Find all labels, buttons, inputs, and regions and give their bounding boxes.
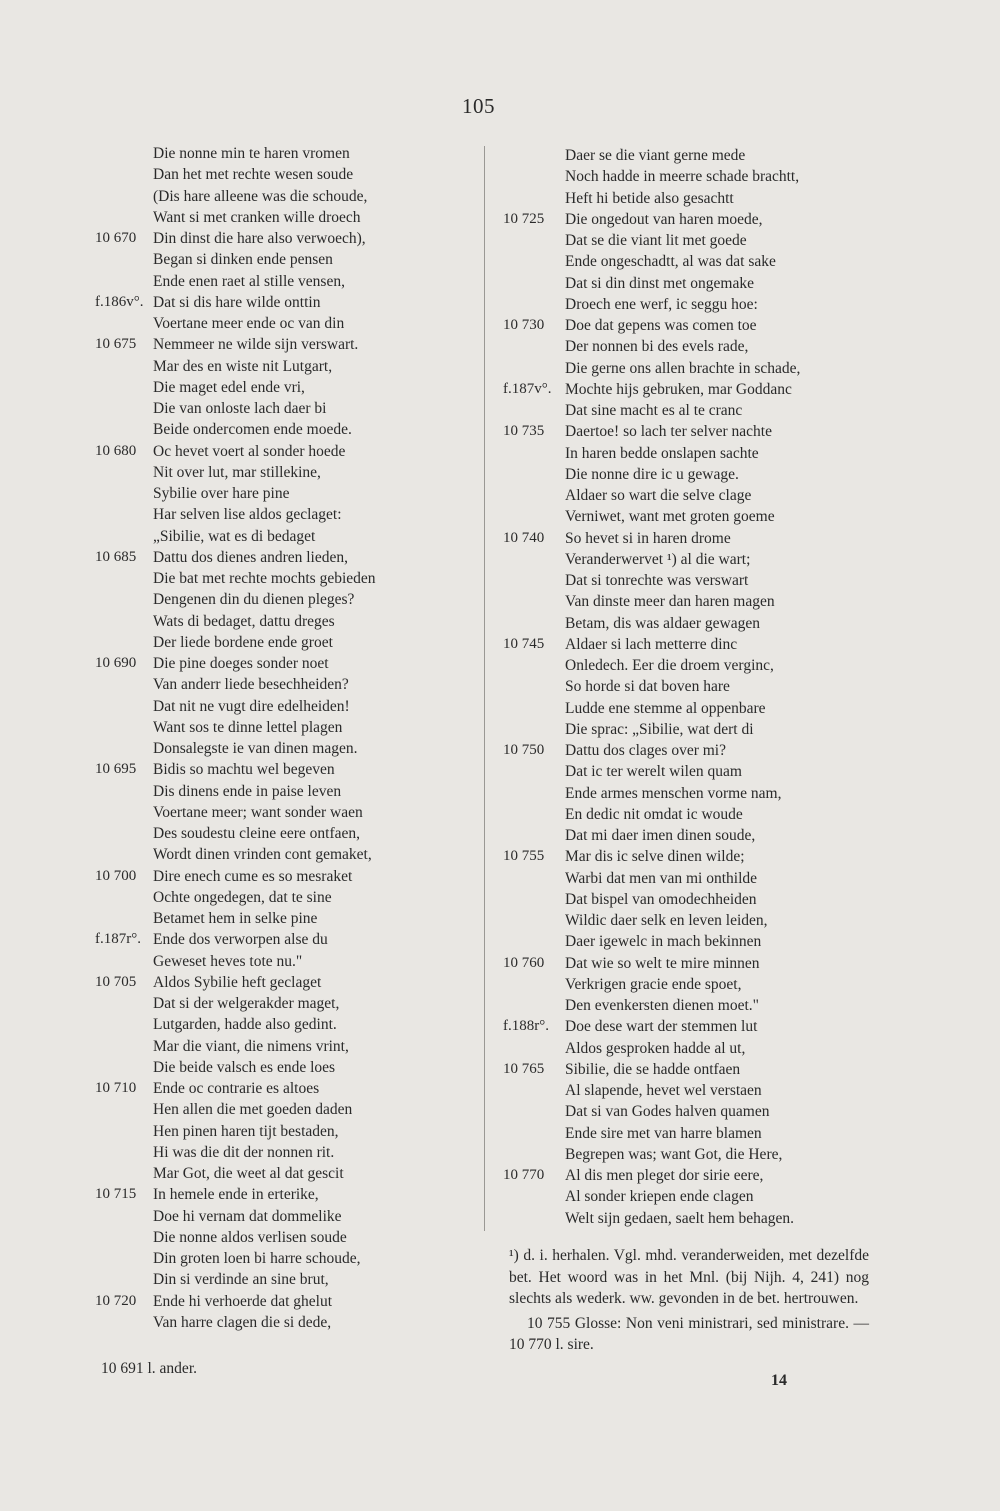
verse-line (503, 634, 858, 655)
verse-text: Ende ongeschadtt, al was dat sake (565, 253, 776, 271)
verse-text: Din dinst die hare also verwoech), (153, 230, 366, 247)
verse-text: Die van onloste lach daer bi (153, 400, 327, 417)
verse-text: Dat se die viant lit met goede (565, 232, 747, 249)
verse-text: Aldaer so wart die selve clage (565, 487, 752, 504)
verse-line (95, 866, 440, 887)
verse-line (95, 1184, 440, 1205)
verse-line (503, 294, 858, 315)
verse-line (503, 336, 858, 357)
verse-line (95, 1248, 440, 1269)
verse-text: Dengenen din du dienen pleges? (153, 591, 355, 609)
verse-text: Mochte hijs gebruken, mar Goddanc (565, 380, 792, 398)
verse-text: Beide ondercomen ende moede. (153, 421, 352, 439)
verse-text: Der liede bordene ende groet (153, 633, 333, 651)
verse-line (95, 632, 440, 653)
verse-text: Lutgarden, hadde also gedint. (153, 1016, 337, 1034)
line-number: f.187r°. (95, 931, 141, 948)
verse-line (95, 164, 440, 185)
line-number: 10 755 (503, 848, 545, 865)
verse-text: Wordt dinen vrinden cont gemaket, (153, 846, 372, 864)
verse-text: Ende sire met van harre blamen (565, 1124, 762, 1142)
sheet-signature-number: 14 (771, 1372, 787, 1389)
verse-text: „Sibilie, wat es di bedaget (153, 527, 316, 545)
verse-line (95, 441, 440, 462)
verse-line (503, 931, 858, 952)
verse-line (503, 740, 858, 761)
verse-text: Nit over lut, mar stillekine, (153, 463, 321, 481)
verse-text: Betam, dis was aldaer gewagen (565, 614, 760, 632)
line-number: 10 705 (95, 973, 137, 990)
verse-line (503, 528, 858, 549)
verse-text: Din si verdinde an sine brut, (153, 1271, 329, 1289)
verse-line (95, 1206, 440, 1227)
verse-text: Ende hi verhoerde dat ghelut (153, 1292, 333, 1310)
verse-text: Aldos gesproken hadde al ut, (565, 1039, 746, 1057)
verse-text: Daer igewelc in mach bekinnen (565, 933, 762, 951)
verse-line (503, 783, 858, 804)
verse-line (95, 143, 440, 164)
verse-text: Onledech. Eer die droem verginc, (565, 657, 774, 674)
line-number: 10 700 (95, 867, 137, 884)
verse-line (503, 974, 858, 995)
verse-text: Warbi dat men van mi onthilde (565, 869, 758, 887)
verse-text: Want sos te dinne lettel plagen (153, 718, 343, 736)
verse-line (503, 698, 858, 719)
verse-line (95, 653, 440, 674)
verse-text: Al dis men pleget dor sirie eere, (565, 1167, 764, 1184)
verse-text: Dat si tonrechte was verswart (565, 572, 749, 589)
verse-text: Daertoe! so lach ter selver nachte (565, 423, 772, 441)
verse-text: Dat nit ne vugt dire edelheiden! (153, 697, 350, 715)
verse-text: Ochte ongedegen, dat te sine (153, 888, 332, 906)
verse-line (503, 400, 858, 421)
verse-text: Die nonne aldos verlisen soude (153, 1228, 347, 1246)
verse-line (503, 145, 858, 166)
verse-text: Die bat met rechte mochts gebieden (153, 570, 376, 587)
verse-text: Die nonne min te haren vromen (153, 145, 350, 162)
verse-text: Ende oc contrarie es altoes (153, 1080, 320, 1097)
verse-line (95, 1227, 440, 1248)
verse-text: Dat mi daer imen dinen soude, (565, 827, 756, 844)
verse-line (95, 759, 440, 780)
verse-line (503, 464, 858, 485)
verse-line (503, 868, 858, 889)
verse-line (503, 315, 858, 336)
verse-line (95, 547, 440, 568)
verse-line (95, 972, 440, 993)
verse-text: Dattu dos clages over mi? (565, 742, 726, 759)
verse-line (95, 887, 440, 908)
verse-line (503, 1165, 858, 1186)
verse-line (503, 506, 858, 527)
verse-line (95, 823, 440, 844)
verse-line (95, 908, 440, 929)
verse-line (95, 1078, 440, 1099)
verse-text: Hi was die dit der nonnen rit. (153, 1143, 335, 1161)
verse-text: So horde si dat boven hare (565, 678, 730, 696)
footnotes (509, 1245, 869, 1359)
line-number: 10 685 (95, 548, 137, 565)
line-number: 10 735 (503, 423, 545, 440)
verse-text: Dat si der welgerakder maget, (153, 995, 340, 1012)
verse-line (95, 462, 440, 483)
verse-text: Dat si van Godes halven quamen (565, 1103, 770, 1121)
verse-line (503, 549, 858, 570)
verse-line (95, 334, 440, 355)
verse-line (95, 249, 440, 270)
verse-line (95, 292, 440, 313)
verse-text: Welt sijn gedaen, saelt hem behagen. (565, 1209, 795, 1227)
verse-text: In haren bedde onslapen sachte (565, 444, 759, 462)
verse-line (95, 1036, 440, 1057)
line-number: 10 740 (503, 529, 545, 546)
verse-text: In hemele ende in erterike, (153, 1186, 319, 1204)
verse-line (95, 398, 440, 419)
verse-line (503, 591, 858, 612)
verse-text: Die sprac: „Sibilie, wat dert di (565, 720, 754, 738)
verse-line (95, 611, 440, 632)
verse-text: Voertane meer ende oc van din (153, 315, 345, 332)
verse-line (95, 696, 440, 717)
verse-text: Nemmeer ne wilde sijn verswart. (153, 336, 359, 354)
verse-text: Daer se die viant gerne mede (565, 147, 746, 164)
verse-text: Wildic daer selk en leven leiden, (565, 912, 768, 929)
verse-line (503, 209, 858, 230)
verse-line (95, 1121, 440, 1142)
verse-text: Ende armes menschen vorme nam, (565, 784, 782, 802)
line-number: 10 680 (95, 442, 137, 459)
verse-text: Mar die viant, die nimens vrint, (153, 1037, 349, 1055)
verse-line (503, 188, 858, 209)
verse-line (95, 207, 440, 228)
verse-line (95, 313, 440, 334)
verse-text: Dat sine macht es al te cranc (565, 402, 743, 419)
verse-line (503, 485, 858, 506)
verse-text: Der nonnen bi des evels rade, (565, 338, 749, 356)
verse-text: Heft hi betide also gesachtt (565, 189, 734, 207)
verse-line (95, 951, 440, 972)
verse-line (95, 483, 440, 504)
verse-text: Oc hevet voert al sonder hoede (153, 442, 346, 460)
footnote-2: 10 755 Glosse: Non veni ministrari, sed ministrare. — 10 770 l. sire. (509, 1314, 869, 1353)
verse-text: Die pine doeges sonder noet (153, 655, 329, 672)
verse-line (503, 953, 858, 974)
verse-text: Began si dinken ende pensen (153, 251, 333, 269)
verse-text: Wats di bedaget, dattu dreges (153, 612, 335, 630)
line-number: 10 765 (503, 1060, 545, 1077)
line-number: 10 695 (95, 761, 137, 778)
verse-line (503, 1208, 858, 1229)
verse-line (95, 186, 440, 207)
line-number: f.187v°. (503, 380, 552, 397)
verse-text: Aldaer si lach metterre dinc (565, 635, 738, 653)
verse-text: Aldos Sybilie heft geclaget (153, 973, 322, 991)
verse-line (95, 802, 440, 823)
line-number: 10 710 (95, 1080, 137, 1096)
verse-text: Noch hadde in meerre schade brachtt, (565, 168, 800, 186)
verse-line (95, 1312, 440, 1333)
line-number: 10 670 (95, 230, 137, 246)
verse-line (503, 1101, 858, 1122)
line-number: 10 770 (503, 1167, 545, 1183)
line-number: 10 750 (503, 742, 545, 758)
verse-text: Dat ic ter werelt wilen quam (565, 763, 742, 781)
verse-text: Donsalegste ie van dinen magen. (153, 740, 358, 757)
verse-line (95, 271, 440, 292)
line-number: 10 725 (503, 210, 545, 227)
verse-line (503, 251, 858, 272)
verse-text: Van harre clagen die si dede, (153, 1313, 332, 1331)
verse-text: (Dis hare alleene was die schoude, (153, 187, 368, 205)
verse-line (95, 228, 440, 249)
verse-line (95, 589, 440, 610)
page-number: 105 (462, 94, 495, 118)
verse-line (95, 844, 440, 865)
verse-text: Dire enech cume es so mesraket (153, 867, 353, 885)
verse-text: Doe dat gepens was comen toe (565, 317, 757, 334)
verse-line (503, 273, 858, 294)
verse-text: Droech ene werf, ic seggu hoe: (565, 295, 758, 313)
verse-text: Van dinste meer dan haren magen (565, 593, 775, 611)
verse-line (503, 804, 858, 825)
verse-line (503, 379, 858, 400)
verse-text: Din groten loen bi harre schoude, (153, 1250, 361, 1267)
verse-text: En dedic nit omdat ic woude (565, 805, 743, 823)
verse-line (503, 846, 858, 867)
line-number: 10 715 (95, 1186, 137, 1203)
verse-line (503, 1186, 858, 1207)
verse-text: Hen allen die met goeden daden (153, 1101, 353, 1119)
column-divider (484, 146, 485, 1231)
verse-line (503, 1059, 858, 1080)
verse-text: Betamet hem in selke pine (153, 910, 318, 927)
verse-line (503, 1016, 858, 1037)
verse-line (95, 674, 440, 695)
verse-text: Begrepen was; want Got, die Here, (565, 1145, 783, 1163)
verse-line (503, 719, 858, 740)
verse-line (503, 761, 858, 782)
verse-text: Al sonder kriepen ende clagen (565, 1188, 754, 1206)
verse-text: Die gerne ons allen brachte in schade, (565, 359, 801, 377)
verse-text: Har selven lise aldos geclaget: (153, 506, 342, 524)
verse-text: Bidis so machtu wel begeven (153, 761, 335, 779)
verse-text: Dan het met rechte wesen soude (153, 166, 354, 184)
verse-text: Want si met cranken wille droech (153, 208, 361, 226)
line-number: 10 730 (503, 317, 545, 333)
verse-text: Al slapende, hevet wel verstaen (565, 1082, 762, 1099)
verse-text: Dat bispel van omodechheiden (565, 890, 757, 908)
verse-line (95, 526, 440, 547)
verse-line (95, 738, 440, 759)
verse-line (503, 676, 858, 697)
verse-line (503, 995, 858, 1016)
verse-text: Hen pinen haren tijt bestaden, (153, 1122, 339, 1140)
verse-text: Ende dos verworpen alse du (153, 931, 328, 949)
verse-text: Des soudestu cleine eere ontfaen, (153, 825, 361, 842)
verse-text: Veranderwervet ¹) al die wart; (565, 550, 751, 568)
right-verse-column (503, 145, 858, 1229)
verse-text: Mar des en wiste nit Lutgart, (153, 357, 333, 375)
verse-text: Doe dese wart der stemmen lut (565, 1018, 758, 1036)
verse-line (503, 230, 858, 251)
verse-line (95, 1057, 440, 1078)
verse-text: Ludde ene stemme al oppenbare (565, 699, 766, 717)
line-number: f.188r°. (503, 1018, 549, 1035)
verse-line (95, 781, 440, 802)
verse-line (503, 1144, 858, 1165)
verse-line (95, 929, 440, 950)
verse-line (95, 993, 440, 1014)
verse-line (503, 1123, 858, 1144)
verse-line (95, 1269, 440, 1290)
verse-text: Doe hi vernam dat dommelike (153, 1207, 342, 1225)
verse-line (95, 504, 440, 525)
verse-line (503, 825, 858, 846)
verse-line (95, 356, 440, 377)
left-variant-note: 10 691 l. ander. (101, 1360, 197, 1377)
verse-line (95, 1014, 440, 1035)
verse-text: Die beide valsch es ende loes (153, 1058, 336, 1076)
verse-text: Dattu dos dienes andren lieden, (153, 548, 348, 566)
verse-text: Mar dis ic selve dinen wilde; (565, 848, 745, 866)
verse-line (503, 443, 858, 464)
verse-line (95, 568, 440, 589)
verse-text: Dat wie so welt te mire minnen (565, 954, 760, 972)
line-number: 10 745 (503, 635, 545, 652)
verse-line (95, 1163, 440, 1184)
verse-line (95, 1099, 440, 1120)
verse-line (503, 166, 858, 187)
line-number: f.186v°. (95, 293, 144, 310)
verse-text: So hevet si in haren drome (565, 529, 731, 547)
verse-line (503, 358, 858, 379)
verse-line (503, 655, 858, 676)
verse-line (503, 910, 858, 931)
verse-line (95, 377, 440, 398)
verse-text: Verniwet, want met groten goeme (565, 508, 775, 526)
verse-text: Die maget edel ende vri, (153, 378, 305, 396)
line-number: 10 760 (503, 954, 545, 971)
verse-line (503, 1080, 858, 1101)
verse-text: Sibilie, die se hadde ontfaen (565, 1060, 741, 1078)
verse-line (503, 613, 858, 634)
left-verse-column (95, 143, 440, 1333)
verse-line (503, 1038, 858, 1059)
verse-text: Sybilie over hare pine (153, 485, 290, 502)
verse-text: Ende enen raet al stille vensen, (153, 272, 345, 290)
verse-text: Mar Got, die weet al dat gescit (153, 1165, 344, 1182)
verse-text: Die nonne dire ic u gewage. (565, 465, 739, 483)
verse-text: Den evenkersten dienen moet." (565, 997, 759, 1014)
verse-text: Geweset heves tote nu." (153, 952, 303, 970)
verse-text: Dat si din dinst met ongemake (565, 274, 754, 292)
line-number: 10 720 (95, 1292, 137, 1309)
verse-text: Dis dinens ende in paise leven (153, 782, 342, 800)
line-number: 10 690 (95, 655, 137, 671)
verse-text: Dat si dis hare wilde onttin (153, 293, 321, 311)
verse-text: Van anderr liede besechheiden? (153, 676, 349, 694)
verse-text: Die ongedout van haren moede, (565, 210, 763, 228)
verse-line (503, 421, 858, 442)
line-number: 10 675 (95, 336, 137, 353)
verse-line (95, 1291, 440, 1312)
verse-line (95, 1142, 440, 1163)
verse-line (95, 419, 440, 440)
verse-line (95, 717, 440, 738)
footnote-1: ¹) d. i. herhalen. Vgl. mhd. veranderweiden, met dezelfde bet. Het woord was in het Mnl. (bij Nijh. 4, 241) nog slechts als wederk. ww. gevonden in de bet. hertrouwen. (509, 1247, 869, 1307)
verse-text: Voertane meer; want sonder waen (153, 803, 363, 821)
verse-line (503, 889, 858, 910)
verse-line (503, 570, 858, 591)
verse-text: Verkrigen gracie ende spoet, (565, 975, 742, 993)
